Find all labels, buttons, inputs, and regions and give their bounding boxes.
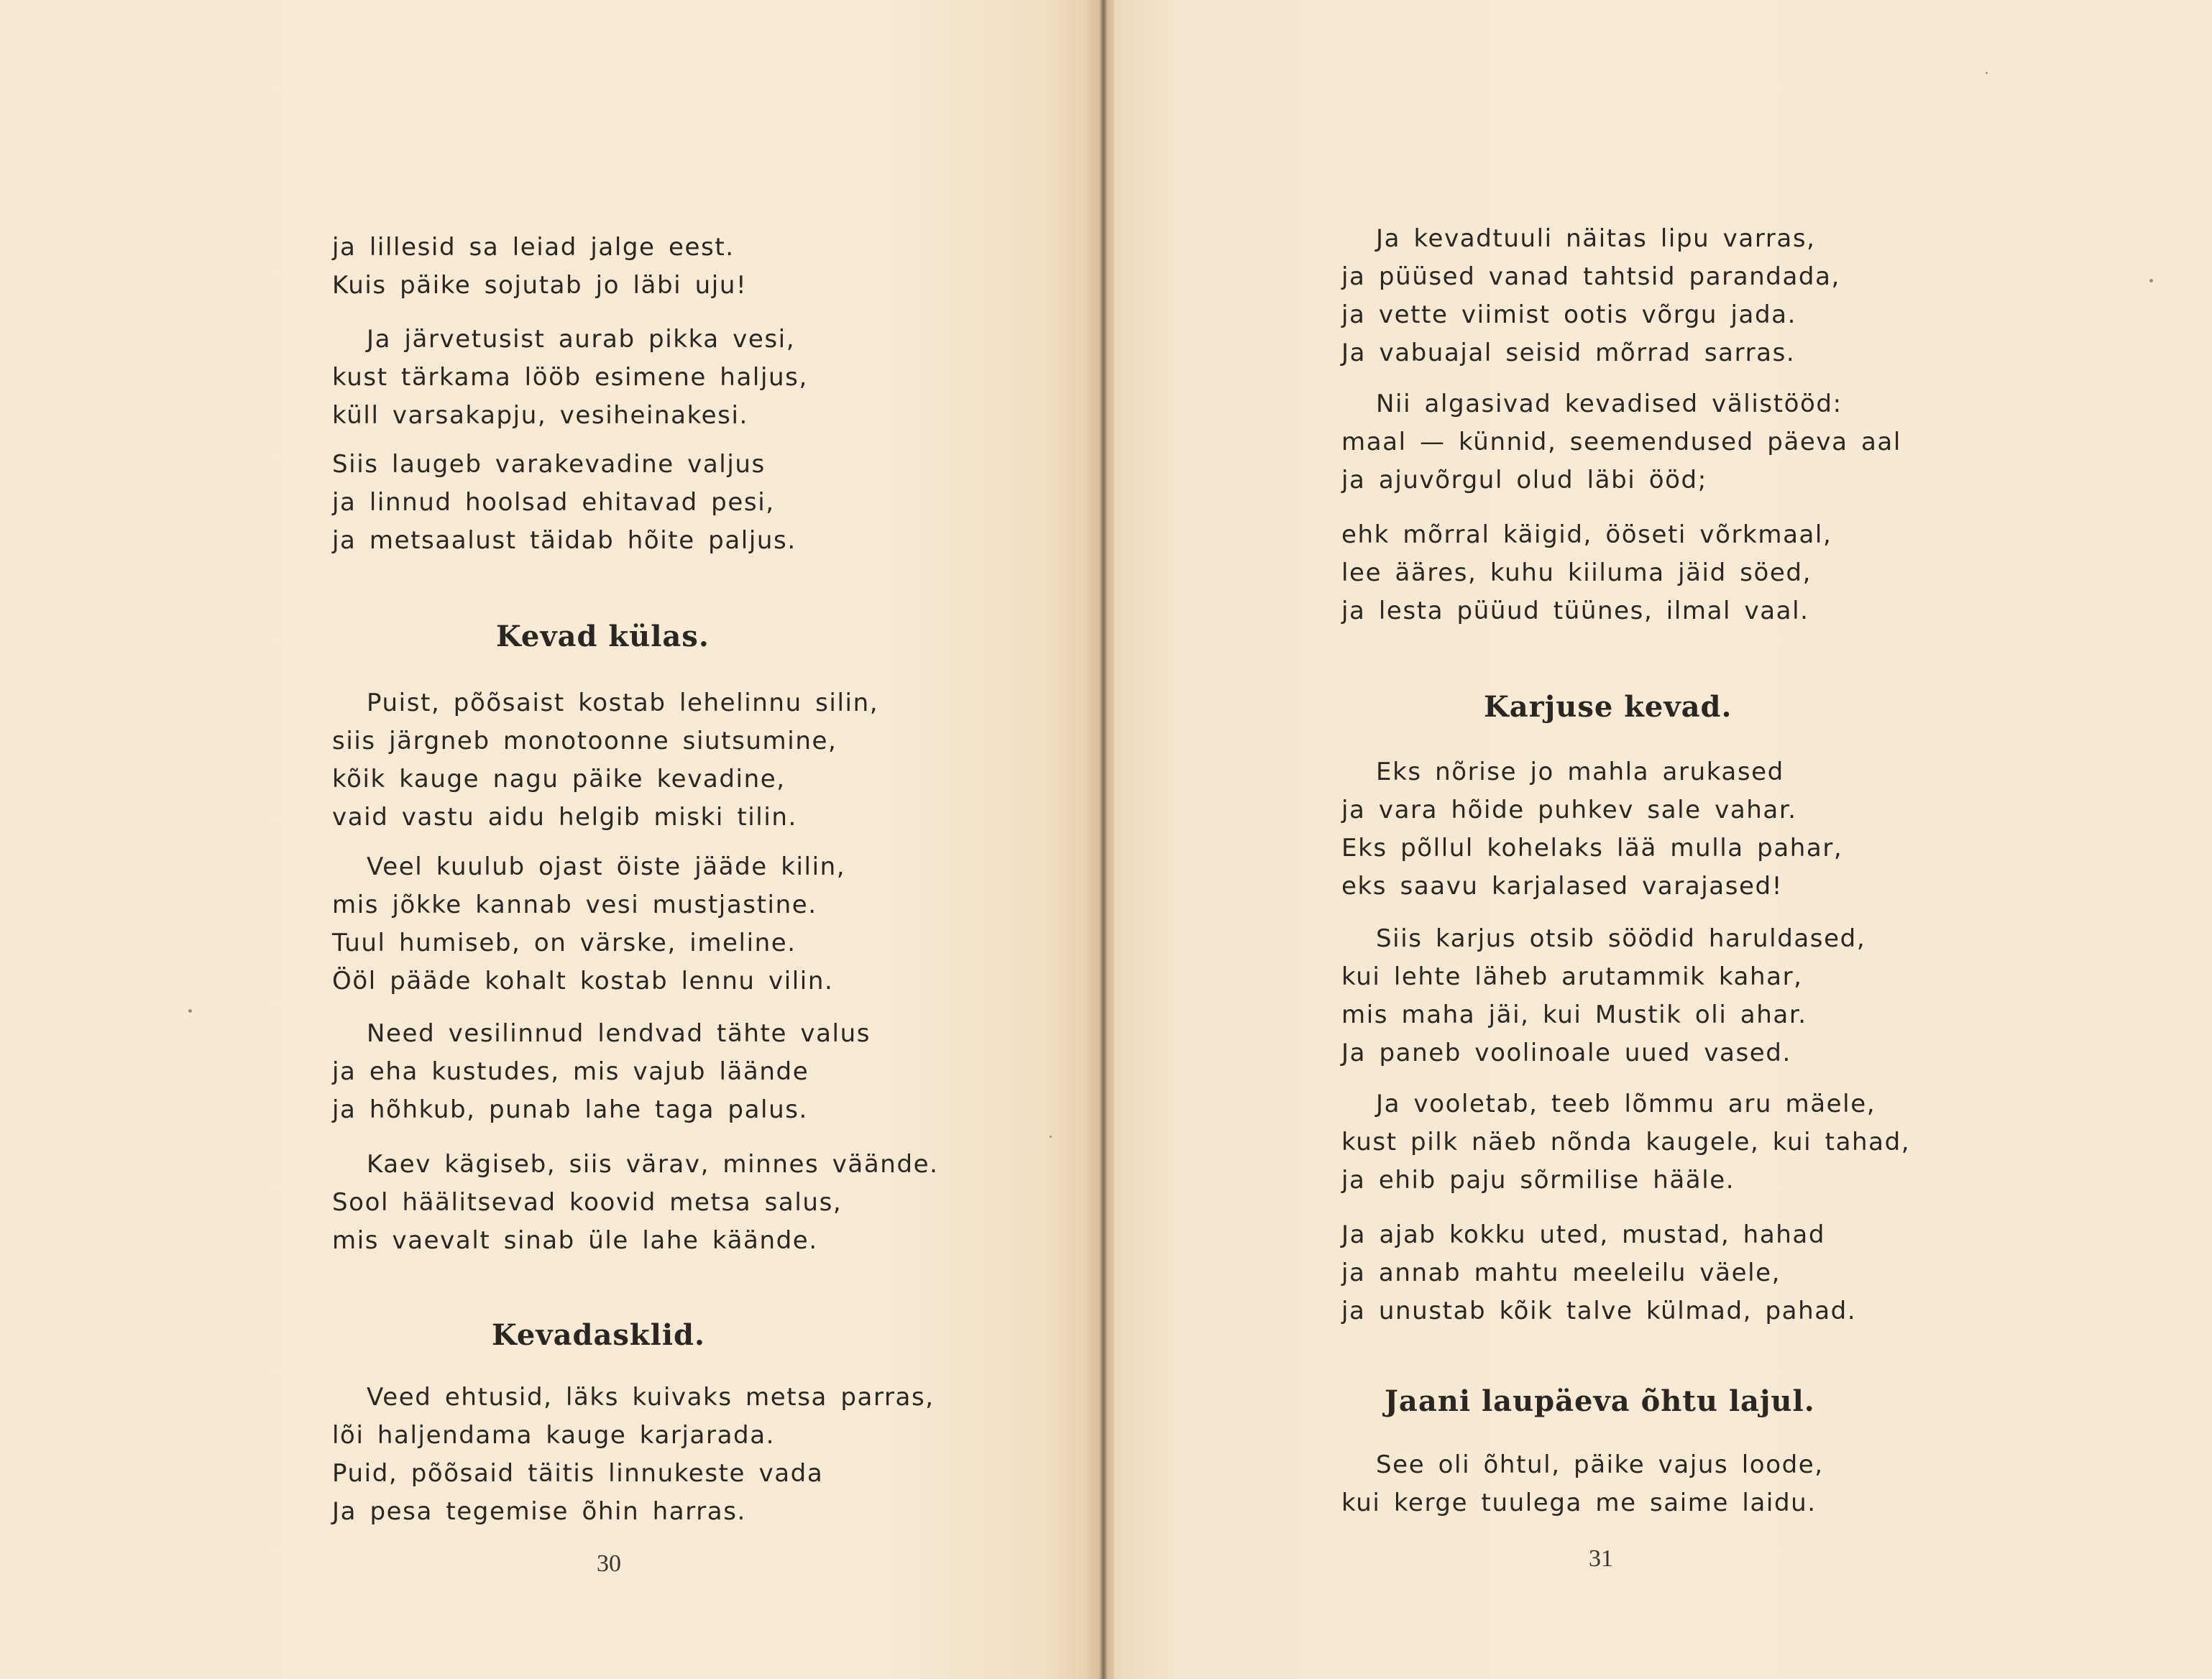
verse-line: ehk mõrral käigid, ööseti võrkmaal, — [1341, 520, 1832, 549]
verse-line: Sool häälitsevad koovid metsa salus, — [332, 1188, 843, 1217]
verse-line: Ja kevadtuuli näitas lipu varras, — [1376, 224, 1816, 253]
stanza — [332, 1015, 871, 1129]
poem-title: Karjuse kevad. — [1484, 690, 1733, 724]
verse-line: Veel kuulub ojast öiste jääde kilin, — [367, 852, 846, 881]
stanza — [332, 848, 845, 1000]
verse-line: Siis laugeb varakevadine valjus — [332, 450, 766, 479]
verse-line: mis maha jäi, kui Mustik oli ahar. — [1341, 1000, 1807, 1029]
verse-line: kust pilk näeb nõnda kaugele, kui tahad, — [1341, 1128, 1911, 1156]
stanza — [1341, 385, 1901, 500]
page-number: 31 — [1589, 1545, 1613, 1572]
verse-line: Ja ajab kokku uted, mustad, hahad — [1341, 1220, 1826, 1249]
poem-title: Kevad külas. — [496, 620, 710, 653]
page-number: 30 — [597, 1550, 621, 1577]
verse-line: Ja paneb voolinoale uued vased. — [1341, 1039, 1791, 1067]
verse-line: eks saavu karjalased varajased! — [1341, 872, 1783, 901]
stanza — [332, 1379, 935, 1531]
paper-speck — [1050, 1136, 1052, 1138]
verse-line: ja ajuvõrgul olud läbi ööd; — [1341, 466, 1707, 494]
verse-line: lõi haljendama kauge karjarada. — [332, 1421, 776, 1450]
verse-line: ja lesta püüud tüünes, ilmal vaal. — [1341, 597, 1809, 625]
verse-line: Eks nõrise jo mahla arukased — [1376, 758, 1784, 786]
verse-line: Ja vabuajal seisid mõrrad sarras. — [1341, 339, 1796, 367]
right-page — [1114, 0, 2212, 1679]
left-continuation — [332, 229, 747, 305]
verse-line: maal — künnid, seemendused päeva aal — [1341, 428, 1901, 456]
verse-line: ja metsaalust täidab hõite paljus. — [332, 526, 797, 555]
paper-speck — [1986, 72, 1988, 74]
left-page — [0, 0, 1100, 1679]
stanza — [332, 446, 797, 560]
verse-line: Tuul humiseb, on värske, imeline. — [332, 929, 797, 957]
stanza — [1341, 753, 1842, 906]
verse-line: kust tärkama lööb esimene haljus, — [332, 363, 808, 392]
verse-line: ja linnud hoolsad ehitavad pesi, — [332, 488, 775, 517]
stanza — [332, 321, 808, 435]
verse-line: ja ehib paju sõrmilise hääle. — [1341, 1166, 1735, 1195]
stanza — [1341, 220, 1840, 372]
verse-line: vaid vastu aidu helgib miski tilin. — [332, 803, 797, 832]
stanza — [1341, 1085, 1910, 1200]
stanza — [1341, 1216, 1856, 1330]
paper-speck — [188, 1009, 192, 1013]
verse-line: See oli õhtul, päike vajus loode, — [1376, 1450, 1824, 1479]
verse-line: ja annab mahtu meeleilu väele, — [1341, 1259, 1781, 1287]
stanza — [1341, 1446, 1824, 1522]
verse-line: kui lehte läheb arutammik kahar, — [1341, 962, 1803, 991]
stanza — [1341, 920, 1865, 1072]
stanza — [1341, 516, 1832, 630]
verse-line: siis järgneb monotoonne siutsumine, — [332, 727, 837, 755]
verse-line: Veed ehtusid, läks kuivaks metsa parras, — [367, 1383, 935, 1412]
verse-line: ja püüsed vanad tahtsid parandada, — [1341, 262, 1840, 291]
stanza — [332, 684, 878, 837]
verse-line: kõik kauge nagu päike kevadine, — [332, 765, 786, 794]
verse-line: Ja vooletab, teeb lõmmu aru mäele, — [1376, 1090, 1876, 1118]
verse-line: lee ääres, kuhu kiiluma jäid söed, — [1341, 558, 1812, 587]
verse-line: Ööl pääde kohalt kostab lennu vilin. — [332, 967, 834, 995]
verse-line: Ja järvetusist aurab pikka vesi, — [367, 325, 796, 354]
poem-title: Jaani laupäeva õhtu lajul. — [1385, 1384, 1815, 1418]
verse-line: Puid, põõsaid täitis linnukeste vada — [332, 1459, 824, 1488]
verse-line: Ja pesa tegemise õhin harras. — [332, 1497, 746, 1526]
verse-line: ja lillesid sa leiad jalge eest. — [332, 233, 735, 262]
paper-speck — [2149, 279, 2153, 282]
verse-line: kui kerge tuulega me saime laidu. — [1341, 1489, 1817, 1517]
verse-line: Need vesilinnud lendvad tähte valus — [367, 1019, 871, 1048]
verse-line: ja hõhkub, punab lahe taga palus. — [332, 1095, 808, 1124]
verse-line: küll varsakapju, vesiheinakesi. — [332, 401, 748, 430]
verse-line: Kuis päike sojutab jo läbi uju! — [332, 271, 748, 300]
verse-line: ja vette viimist ootis võrgu jada. — [1341, 300, 1796, 329]
verse-line: Kaev kägiseb, siis värav, minnes väände. — [367, 1150, 939, 1179]
verse-line: mis jõkke kannab vesi mustjastine. — [332, 891, 817, 919]
verse-line: ja eha kustudes, mis vajub läände — [332, 1057, 809, 1086]
verse-line: Nii algasivad kevadised välistööd: — [1376, 390, 1842, 418]
verse-line: Eks põllul kohelaks lää mulla pahar, — [1341, 834, 1843, 862]
verse-line: ja vara hõide puhkev sale vahar. — [1341, 796, 1797, 824]
verse-line: Siis karjus otsib söödid haruldased, — [1376, 924, 1866, 953]
verse-line: Puist, põõsaist kostab lehelinnu silin, — [367, 689, 879, 717]
verse-line: mis vaevalt sinab üle lahe käände. — [332, 1226, 818, 1255]
verse-line: ja unustab kõik talve külmad, pahad. — [1341, 1297, 1857, 1325]
stanza — [332, 1146, 939, 1260]
poem-title: Kevadasklid. — [492, 1318, 705, 1352]
